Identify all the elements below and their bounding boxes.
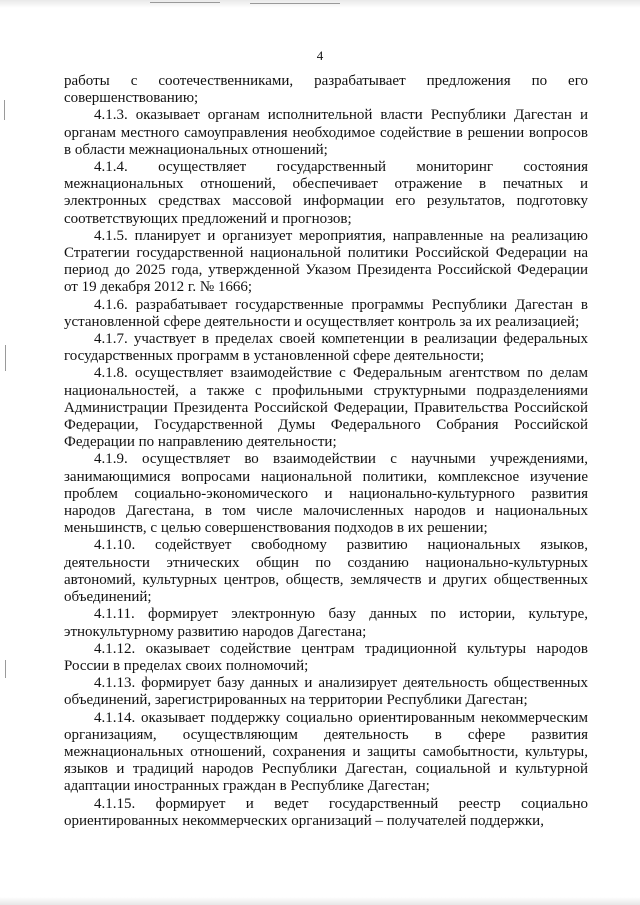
page-number: 4: [316, 48, 324, 63]
scan-mark: [4, 100, 5, 120]
paragraph-4-1-5: 4.1.5. планирует и организует мероприятия, направленные на реализацию Стратегии государственной национальной политики Российской Федерации на период до 2025 года, утвержденной Указом Президента Российской Федерации от 19 декабря 2012 г. № 1666;: [64, 227, 588, 296]
paragraph-4-1-7: 4.1.7. участвует в пределах своей компетенции в реализации федеральных государственных программ в установленной сфере деятельности;: [64, 331, 588, 365]
paragraph-continuation: работы с соотечественниками, разрабатывает предложения по его совершенствованию;: [64, 73, 588, 107]
paragraph-4-1-11: 4.1.11. формирует электронную базу данных по истории, культуре, этнокультурному развитию народов Дагестана;: [64, 606, 588, 640]
paragraph-4-1-14: 4.1.14. оказывает поддержку социально ориентированным некоммерческим организациям, осуществляющим деятельность в сфере развития межнациональных отношений, сохранения и защиты самобытности, культуры, языков и традиций народов Республики Дагестан, социальной и культурной адаптации иностранных граждан в Республике Дагестан;: [64, 709, 588, 795]
paragraph-4-1-6: 4.1.6. разрабатывает государственные программы Республики Дагестан в установленной сфере деятельности и осуществляет контроль за их реализацией;: [64, 296, 588, 330]
paragraph-4-1-10: 4.1.10. содействует свободному развитию национальных языков, деятельности этнических общин по созданию национально-культурных автономий, культурных центров, обществ, землячеств и других общественных объединений;: [64, 537, 588, 606]
paragraph-4-1-9: 4.1.9. осуществляет во взаимодействии с научными учреждениями, занимающимися вопросами национальной политики, комплексное изучение проблем социально-экономического и национально-культурного развития народов Дагестана, в том числе малочисленных народов и национальных меньшинств, с целью совершенствования подходов в их решении;: [64, 451, 588, 537]
paragraph-4-1-8: 4.1.8. осуществляет взаимодействие с Федеральным агентством по делам национальностей, а также с профильными структурными подразделениями Администрации Президента Российской Федерации, Правительства Российской Федерации, Государственной Думы Федерального Собрания Российской Федерации по направлению деятельности;: [64, 365, 588, 451]
paragraph-4-1-12: 4.1.12. оказывает содействие центрам традиционной культуры народов России в пределах своих полномочий;: [64, 640, 588, 674]
paragraph-4-1-15: 4.1.15. формирует и ведет государственный реестр социально ориентированных некоммерческих организаций – получателей поддержки,: [64, 795, 588, 829]
scan-mark: [250, 3, 340, 4]
paragraph-4-1-13: 4.1.13. формирует базу данных и анализирует деятельность общественных объединений, зарегистрированных на территории Республики Дагестан;: [64, 675, 588, 709]
scan-mark: [5, 660, 6, 678]
scan-mark: [5, 345, 6, 371]
scan-mark: [150, 2, 220, 3]
scan-edge-bottom: [0, 897, 640, 905]
paragraph-4-1-4: 4.1.4. осуществляет государственный мониторинг состояния межнациональных отношений, обеспечивает отражение в печатных и электронных средствах массовой информации его результатов, подготовку соответствующих предложений и прогнозов;: [64, 159, 588, 227]
scan-edge-top: [0, 0, 640, 8]
document-body: [64, 73, 588, 830]
paragraph-4-1-3: 4.1.3. оказывает органам исполнительной власти Республики Дагестан и органам местного самоуправления необходимое содействие в решении вопросов в области межнациональных отношений;: [64, 107, 588, 158]
